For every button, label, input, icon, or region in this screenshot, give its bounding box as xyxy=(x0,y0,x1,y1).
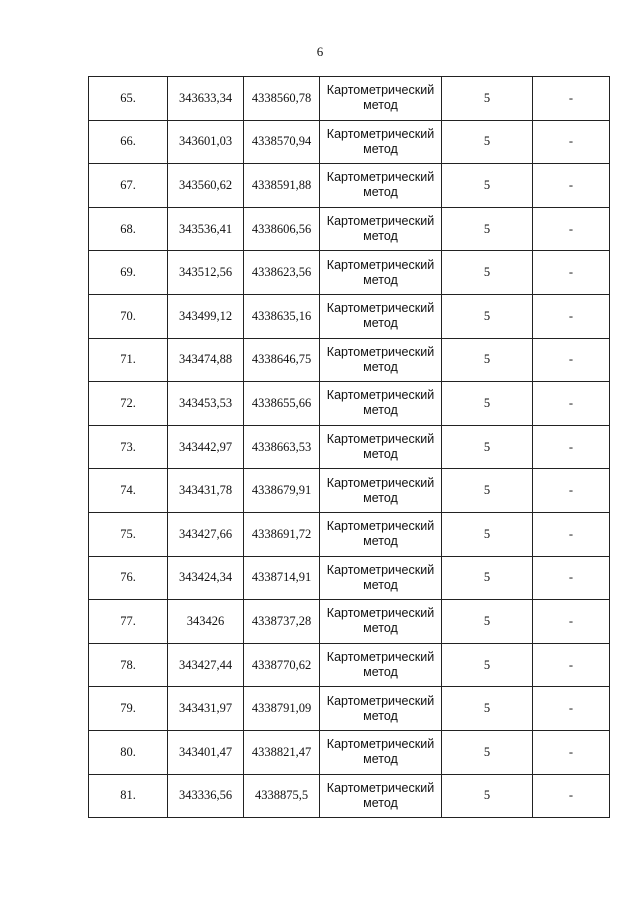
note-cell: - xyxy=(533,382,610,426)
error-text: 5 xyxy=(483,613,491,628)
method-cell xyxy=(320,164,442,208)
error-text: 5 xyxy=(483,395,491,410)
error-text: 5 xyxy=(483,526,491,541)
method-text: Картометрический xyxy=(326,650,435,665)
x-coordinate-cell: 343442,97 xyxy=(168,425,244,469)
x-coordinate-cell: 343474,88 xyxy=(168,338,244,382)
method-cell xyxy=(320,512,442,556)
y-coordinate-cell: 4338691,72 xyxy=(244,512,320,556)
error-cell xyxy=(442,164,533,208)
method-text: метод xyxy=(363,185,398,200)
point-number-cell: 70. xyxy=(89,294,168,338)
x-coordinate-cell: 343499,12 xyxy=(168,294,244,338)
method-text: метод xyxy=(363,665,398,680)
method-cell xyxy=(320,556,442,600)
table-row xyxy=(89,687,610,731)
method-text: Картометрический xyxy=(326,562,435,577)
x-coordinate-cell: 343431,78 xyxy=(168,469,244,513)
x-coordinate-cell: 343601,03 xyxy=(168,120,244,164)
method-text: метод xyxy=(363,795,398,810)
table-row xyxy=(89,294,610,338)
note-cell: - xyxy=(533,730,610,774)
method-cell xyxy=(320,469,442,513)
method-text: Картометрический xyxy=(326,214,435,229)
x-coordinate-cell: 343401,47 xyxy=(168,730,244,774)
note-cell: - xyxy=(533,294,610,338)
method-text: Картометрический xyxy=(326,432,435,447)
method-cell xyxy=(320,382,442,426)
y-coordinate-cell: 4338591,88 xyxy=(244,164,320,208)
note-cell: - xyxy=(533,687,610,731)
point-number-cell: 79. xyxy=(89,687,168,731)
table-row xyxy=(89,338,610,382)
method-text: Картометрический xyxy=(326,126,435,141)
point-number-cell: 76. xyxy=(89,556,168,600)
y-coordinate-cell: 4338635,16 xyxy=(244,294,320,338)
method-text: метод xyxy=(363,316,398,331)
coordinates-table-body xyxy=(89,77,610,818)
x-coordinate-cell: 343336,56 xyxy=(168,774,244,818)
error-cell xyxy=(442,294,533,338)
note-cell: - xyxy=(533,425,610,469)
error-cell xyxy=(442,687,533,731)
coordinates-table xyxy=(88,76,610,818)
point-number-cell: 75. xyxy=(89,512,168,556)
x-coordinate-cell: 343512,56 xyxy=(168,251,244,295)
table-row xyxy=(89,164,610,208)
error-text: 5 xyxy=(483,570,491,585)
error-cell xyxy=(442,556,533,600)
error-cell xyxy=(442,600,533,644)
method-text: Картометрический xyxy=(326,301,435,316)
error-text: 5 xyxy=(483,657,491,672)
error-cell xyxy=(442,251,533,295)
method-cell xyxy=(320,251,442,295)
method-text: Картометрический xyxy=(326,606,435,621)
method-text: Картометрический xyxy=(326,83,435,98)
error-cell xyxy=(442,425,533,469)
method-text: метод xyxy=(363,359,398,374)
point-number-cell: 68. xyxy=(89,207,168,251)
point-number-cell: 71. xyxy=(89,338,168,382)
error-text: 5 xyxy=(483,177,491,192)
method-text: метод xyxy=(363,752,398,767)
method-text: Картометрический xyxy=(326,475,435,490)
note-cell: - xyxy=(533,77,610,121)
note-cell: - xyxy=(533,469,610,513)
table-row xyxy=(89,251,610,295)
note-cell: - xyxy=(533,512,610,556)
point-number-cell: 66. xyxy=(89,120,168,164)
method-cell xyxy=(320,77,442,121)
method-cell xyxy=(320,338,442,382)
point-number-cell: 72. xyxy=(89,382,168,426)
x-coordinate-cell: 343431,97 xyxy=(168,687,244,731)
x-coordinate-cell: 343633,34 xyxy=(168,77,244,121)
error-cell xyxy=(442,77,533,121)
table-row xyxy=(89,774,610,818)
method-text: метод xyxy=(363,490,398,505)
method-text: метод xyxy=(363,447,398,462)
error-cell xyxy=(442,120,533,164)
table-row xyxy=(89,600,610,644)
method-text: метод xyxy=(363,534,398,549)
table-row xyxy=(89,77,610,121)
point-number-cell: 69. xyxy=(89,251,168,295)
y-coordinate-cell: 4338737,28 xyxy=(244,600,320,644)
error-text: 5 xyxy=(483,221,491,236)
note-cell: - xyxy=(533,774,610,818)
y-coordinate-cell: 4338570,94 xyxy=(244,120,320,164)
note-cell: - xyxy=(533,251,610,295)
point-number-cell: 67. xyxy=(89,164,168,208)
error-text: 5 xyxy=(483,744,491,759)
error-text: 5 xyxy=(483,439,491,454)
method-text: Картометрический xyxy=(326,519,435,534)
y-coordinate-cell: 4338560,78 xyxy=(244,77,320,121)
method-text: метод xyxy=(363,272,398,287)
method-cell xyxy=(320,294,442,338)
y-coordinate-cell: 4338770,62 xyxy=(244,643,320,687)
x-coordinate-cell: 343424,34 xyxy=(168,556,244,600)
method-text: метод xyxy=(363,141,398,156)
note-cell: - xyxy=(533,338,610,382)
point-number-cell: 80. xyxy=(89,730,168,774)
table-row xyxy=(89,643,610,687)
point-number-cell: 65. xyxy=(89,77,168,121)
method-text: метод xyxy=(363,621,398,636)
error-text: 5 xyxy=(483,265,491,280)
table-row xyxy=(89,730,610,774)
x-coordinate-cell: 343560,62 xyxy=(168,164,244,208)
method-cell xyxy=(320,600,442,644)
error-cell xyxy=(442,643,533,687)
method-text: метод xyxy=(363,403,398,418)
table-row xyxy=(89,469,610,513)
note-cell: - xyxy=(533,600,610,644)
error-cell xyxy=(442,382,533,426)
page-number: 6 xyxy=(316,44,324,59)
point-number-cell: 77. xyxy=(89,600,168,644)
error-text: 5 xyxy=(483,352,491,367)
method-cell xyxy=(320,687,442,731)
point-number-cell: 81. xyxy=(89,774,168,818)
point-number-cell: 73. xyxy=(89,425,168,469)
method-text: Картометрический xyxy=(326,737,435,752)
method-cell xyxy=(320,120,442,164)
method-text: метод xyxy=(363,708,398,723)
note-cell: - xyxy=(533,207,610,251)
table-row xyxy=(89,556,610,600)
table-row xyxy=(89,120,610,164)
point-number-cell: 78. xyxy=(89,643,168,687)
method-text: Картометрический xyxy=(326,344,435,359)
y-coordinate-cell: 4338791,09 xyxy=(244,687,320,731)
note-cell: - xyxy=(533,120,610,164)
note-cell: - xyxy=(533,556,610,600)
method-cell xyxy=(320,643,442,687)
error-cell xyxy=(442,207,533,251)
note-cell: - xyxy=(533,643,610,687)
method-text: метод xyxy=(363,577,398,592)
error-text: 5 xyxy=(483,701,491,716)
y-coordinate-cell: 4338606,56 xyxy=(244,207,320,251)
method-text: Картометрический xyxy=(326,170,435,185)
method-text: Картометрический xyxy=(326,780,435,795)
x-coordinate-cell: 343427,66 xyxy=(168,512,244,556)
method-text: метод xyxy=(363,98,398,113)
method-cell xyxy=(320,774,442,818)
y-coordinate-cell: 4338679,91 xyxy=(244,469,320,513)
y-coordinate-cell: 4338655,66 xyxy=(244,382,320,426)
error-cell xyxy=(442,469,533,513)
x-coordinate-cell: 343536,41 xyxy=(168,207,244,251)
point-number-cell: 74. xyxy=(89,469,168,513)
error-cell xyxy=(442,774,533,818)
table-row xyxy=(89,382,610,426)
table-row xyxy=(89,207,610,251)
method-text: Картометрический xyxy=(326,693,435,708)
error-cell xyxy=(442,730,533,774)
y-coordinate-cell: 4338646,75 xyxy=(244,338,320,382)
x-coordinate-cell: 343427,44 xyxy=(168,643,244,687)
error-text: 5 xyxy=(483,483,491,498)
method-cell xyxy=(320,207,442,251)
y-coordinate-cell: 4338623,56 xyxy=(244,251,320,295)
error-text: 5 xyxy=(483,788,491,803)
note-cell: - xyxy=(533,164,610,208)
error-cell xyxy=(442,512,533,556)
error-text: 5 xyxy=(483,134,491,149)
method-text: Картометрический xyxy=(326,257,435,272)
error-text: 5 xyxy=(483,308,491,323)
y-coordinate-cell: 4338821,47 xyxy=(244,730,320,774)
y-coordinate-cell: 4338714,91 xyxy=(244,556,320,600)
error-text: 5 xyxy=(483,90,491,105)
table-row xyxy=(89,512,610,556)
y-coordinate-cell: 4338663,53 xyxy=(244,425,320,469)
y-coordinate-cell: 4338875,5 xyxy=(244,774,320,818)
method-cell xyxy=(320,425,442,469)
table-row xyxy=(89,425,610,469)
x-coordinate-cell: 343453,53 xyxy=(168,382,244,426)
x-coordinate-cell: 343426 xyxy=(168,600,244,644)
method-cell xyxy=(320,730,442,774)
method-text: Картометрический xyxy=(326,388,435,403)
error-cell xyxy=(442,338,533,382)
method-text: метод xyxy=(363,229,398,244)
